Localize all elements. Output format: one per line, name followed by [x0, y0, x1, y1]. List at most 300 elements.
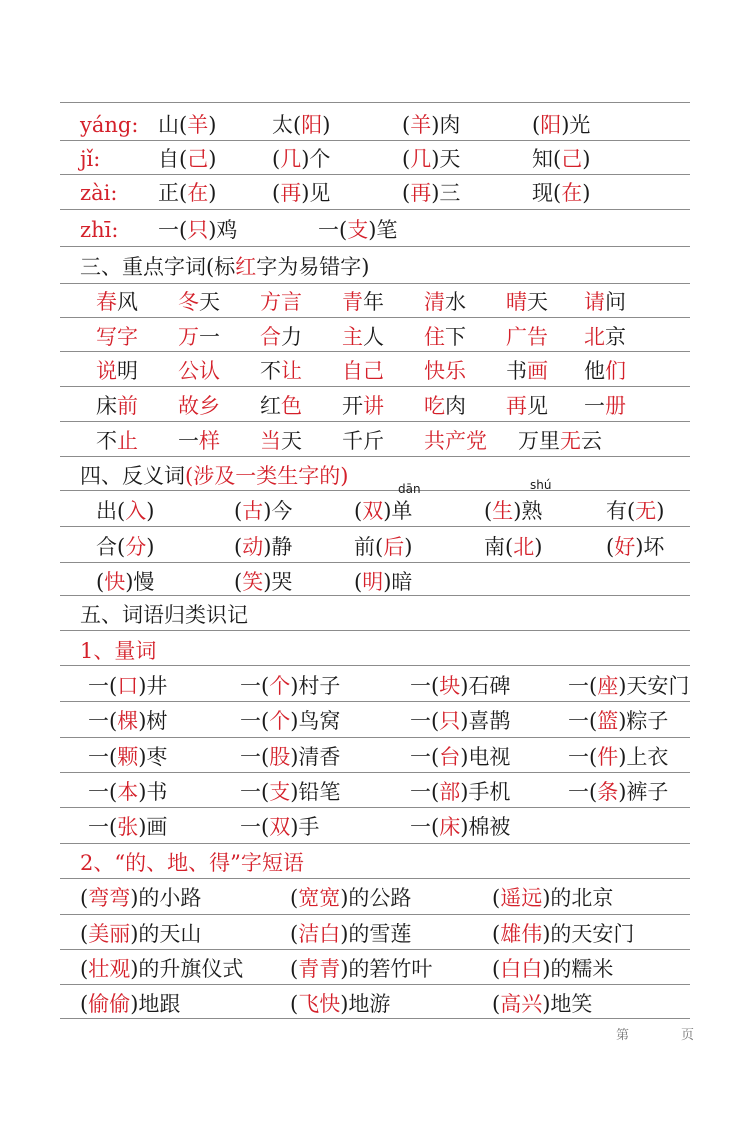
prompt-text: )熟 [513, 499, 543, 523]
prompt-text: ( [290, 992, 299, 1016]
answer-text: 动 [242, 535, 264, 559]
answer-text: 无 [560, 429, 581, 453]
prompt-text: 云 [581, 429, 602, 453]
word-item [606, 494, 664, 528]
word-item [88, 775, 167, 809]
prompt-text: 一( [568, 674, 598, 698]
answer-text: 前 [117, 394, 138, 418]
prompt-text: ( [492, 886, 501, 910]
prompt-text: ( [484, 499, 493, 523]
word-item [492, 952, 613, 986]
word-item [518, 424, 602, 458]
prompt-text: )天安门 [618, 674, 690, 698]
prompt-text: 一( [240, 709, 270, 733]
answer-text: 白白 [500, 957, 543, 981]
word-item [410, 704, 510, 738]
prompt-text: 一( [88, 674, 118, 698]
answer-text: 好 [614, 535, 636, 559]
prompt-text: 一( [410, 674, 440, 698]
prompt-text: 不 [96, 429, 117, 453]
word-item [96, 354, 138, 388]
prompt-text: )个 [301, 147, 331, 171]
key-words-row [80, 320, 700, 354]
prompt-text: )地笑 [542, 992, 593, 1016]
word-item [492, 987, 592, 1021]
word-item [80, 846, 304, 880]
prompt-text: )清香 [290, 745, 341, 769]
word-item [424, 285, 466, 319]
answer-text: 万 [178, 325, 199, 349]
prompt-text: ( [80, 922, 89, 946]
answer-text: 自己 [342, 359, 384, 383]
answer-text: 篮 [597, 709, 619, 733]
prompt-text: ( [402, 113, 411, 137]
prompt-text: 一( [88, 815, 118, 839]
prompt-text: 一( [410, 780, 440, 804]
answer-text: 床 [439, 815, 461, 839]
prompt-text: 前( [354, 535, 384, 559]
answer-text: 阳 [540, 113, 562, 137]
prompt-text: 千斤 [342, 429, 384, 453]
homophone-row [80, 142, 700, 176]
section-3-heading [80, 250, 700, 284]
answer-text: 2、“的、地、得”字短语 [80, 851, 304, 875]
prompt-text: 一 [178, 429, 199, 453]
word-item [80, 881, 201, 915]
word-item [96, 494, 154, 528]
prompt-text: 一( [410, 709, 440, 733]
prompt-text: 一( [568, 780, 598, 804]
word-item [80, 952, 243, 986]
word-item [290, 881, 411, 915]
answer-text: 无 [635, 499, 657, 523]
word-item [402, 142, 460, 176]
prompt-text: ) [656, 499, 665, 523]
word-item [234, 530, 292, 564]
answer-text: 座 [597, 674, 619, 698]
answer-text: 合 [260, 325, 281, 349]
word-item [158, 108, 216, 142]
de-phrase-row [80, 917, 700, 951]
answer-text: 笑 [242, 570, 264, 594]
answer-text: zài [80, 181, 111, 205]
answer-text: 再 [410, 181, 432, 205]
pinyin-annotation: dān [398, 482, 421, 496]
prompt-text: 合( [96, 535, 126, 559]
word-item [240, 775, 340, 809]
prompt-text: ) [208, 113, 217, 137]
answer-text: 雄伟 [500, 922, 543, 946]
answer-text: 红 [235, 255, 257, 279]
word-item [80, 142, 100, 176]
word-item [240, 810, 319, 844]
answer-text: 色 [281, 394, 302, 418]
answer-text: 块 [439, 674, 461, 698]
answer-text: 让 [281, 359, 302, 383]
prompt-text: ( [354, 499, 363, 523]
prompt-text: ( [234, 535, 243, 559]
prompt-text: ( [402, 147, 411, 171]
prompt-text: )裤子 [618, 780, 669, 804]
word-item [568, 740, 668, 774]
pinyin-annotation: shú [530, 478, 552, 492]
section-4-heading [80, 459, 700, 496]
answer-text: 说 [96, 359, 117, 383]
prompt-text: )村子 [290, 674, 341, 698]
subsection-measure-words [80, 634, 700, 668]
word-item [260, 389, 302, 423]
answer-text: 方言 [260, 290, 302, 314]
answer-text: 个 [269, 674, 291, 698]
answer-text: 洁白 [298, 922, 341, 946]
word-item [80, 598, 248, 632]
word-item [342, 285, 384, 319]
word-item [260, 285, 302, 319]
prompt-text: ) [322, 113, 331, 137]
prompt-text: ) [534, 535, 543, 559]
answer-text: 羊 [410, 113, 432, 137]
prompt-text: ( [272, 147, 281, 171]
prompt-text: )的糯米 [542, 957, 614, 981]
prompt-text: 年 [363, 290, 384, 314]
answer-text: 广告 [506, 325, 548, 349]
de-phrase-row [80, 881, 700, 915]
word-item [424, 354, 466, 388]
key-words-row [80, 285, 700, 319]
prompt-text: ) [146, 535, 155, 559]
answer-text: 几 [410, 147, 432, 171]
word-item [506, 320, 548, 354]
measure-word-row [80, 810, 700, 844]
prompt-text: 自( [158, 147, 188, 171]
prompt-text: ( [290, 922, 299, 946]
prompt-text: )光 [561, 113, 591, 137]
prompt-text: 有( [606, 499, 636, 523]
homophone-row [80, 176, 700, 210]
prompt-text: 一( [240, 815, 270, 839]
prompt-text: ( [402, 181, 411, 205]
prompt-text: ( [80, 886, 89, 910]
prompt-text: ) [404, 535, 413, 559]
word-item [96, 424, 138, 458]
prompt-text: 一( [410, 815, 440, 839]
key-words-row [80, 354, 700, 388]
prompt-text: )铅笔 [290, 780, 341, 804]
prompt-text: 万里 [518, 429, 560, 453]
word-item [506, 285, 548, 319]
prompt-text: 力 [281, 325, 302, 349]
answer-text: 部 [439, 780, 461, 804]
prompt-text: 他 [584, 359, 605, 383]
prompt-text: 一( [88, 780, 118, 804]
answer-text: 晴 [506, 290, 527, 314]
word-item [354, 530, 412, 564]
word-item [80, 987, 180, 1021]
word-item [88, 669, 167, 703]
prompt-text: )单 [383, 499, 413, 523]
answer-text: 壮观 [88, 957, 131, 981]
answer-text: 后 [383, 535, 405, 559]
prompt-text: 一( [88, 709, 118, 733]
prompt-text: 一( [88, 745, 118, 769]
prompt-text: ( [354, 570, 363, 594]
answer-text: zhī [80, 218, 112, 242]
rule-line [60, 102, 690, 103]
prompt-text: 床 [96, 394, 117, 418]
word-item [88, 704, 167, 738]
answer-text: 在 [561, 181, 583, 205]
word-item [272, 108, 330, 142]
answer-text: 再 [280, 181, 302, 205]
answer-text: 北 [584, 325, 605, 349]
word-item [290, 952, 432, 986]
prompt-text: 一( [240, 745, 270, 769]
prompt-text: )静 [263, 535, 293, 559]
subsection-de-phrases [80, 846, 700, 880]
answer-text: 再 [506, 394, 527, 418]
prompt-text: ( [234, 499, 243, 523]
word-item [402, 176, 460, 210]
prompt-text: 四、反义词 [80, 464, 185, 488]
answer-text: 公认 [178, 359, 220, 383]
answer-text: 支 [347, 218, 369, 242]
word-item [178, 389, 220, 423]
prompt-text: )暗 [383, 570, 413, 594]
answer-text: 1、量词 [80, 639, 157, 663]
word-item [272, 176, 330, 210]
answer-text: 飞快 [298, 992, 341, 1016]
answer-text: 入 [125, 499, 147, 523]
prompt-text: )肉 [431, 113, 461, 137]
word-item [584, 285, 626, 319]
prompt-text: 红 [260, 394, 281, 418]
word-item [260, 320, 302, 354]
word-item [234, 494, 292, 528]
word-item [88, 740, 167, 774]
measure-word-row [80, 669, 700, 703]
answer-text: 股 [269, 745, 291, 769]
prompt-text: 知( [532, 147, 562, 171]
answer-text: 双 [269, 815, 291, 839]
word-item [584, 320, 626, 354]
answer-text: 高兴 [500, 992, 543, 1016]
answer-text: : [93, 147, 101, 171]
word-item [96, 530, 154, 564]
prompt-text: )的小路 [130, 886, 202, 910]
prompt-text: 天 [281, 429, 302, 453]
prompt-text: ( [532, 113, 541, 137]
word-item [290, 987, 390, 1021]
prompt-text: )枣 [138, 745, 168, 769]
prompt-text: 开 [342, 394, 363, 418]
word-item [492, 881, 613, 915]
prompt-text: ( [492, 922, 501, 946]
answer-text: 偷偷 [88, 992, 131, 1016]
word-item [532, 176, 590, 210]
word-item [178, 320, 220, 354]
word-item [178, 424, 220, 458]
prompt-text: )哭 [263, 570, 293, 594]
answer-text: 古 [242, 499, 264, 523]
prompt-text: ( [96, 570, 105, 594]
prompt-text: ( [234, 570, 243, 594]
answer-text: 春 [96, 290, 117, 314]
prompt-text: 天 [527, 290, 548, 314]
word-item [568, 775, 668, 809]
answer-text: 止 [117, 429, 138, 453]
answer-text: jǐ [80, 147, 94, 171]
prompt-text: 下 [445, 325, 466, 349]
section-5-heading [80, 598, 700, 632]
measure-word-row [80, 704, 700, 738]
prompt-text: )地游 [340, 992, 391, 1016]
prompt-text: )的天安门 [542, 922, 635, 946]
prompt-text: 一 [199, 325, 220, 349]
word-item [410, 740, 510, 774]
answer-text: 美丽 [88, 922, 131, 946]
prompt-text: 风 [117, 290, 138, 314]
prompt-text: 肉 [445, 394, 466, 418]
word-item [80, 250, 369, 284]
word-item [484, 494, 542, 528]
answer-text: 在 [187, 181, 209, 205]
prompt-text: 一( [240, 674, 270, 698]
answer-text: 口 [117, 674, 139, 698]
answer-text: (涉及一类生字的) [185, 464, 349, 488]
answer-text: 北 [513, 535, 535, 559]
prompt-text: ( [606, 535, 615, 559]
antonym-row [80, 565, 700, 599]
word-item [424, 389, 466, 423]
prompt-text: 正( [158, 181, 188, 205]
answer-text: 台 [439, 745, 461, 769]
answer-text: 只 [439, 709, 461, 733]
prompt-text: )井 [138, 674, 168, 698]
prompt-text: )今 [263, 499, 293, 523]
answer-text: 主 [342, 325, 363, 349]
homophone-row [80, 108, 700, 142]
word-item [158, 142, 216, 176]
prompt-text: 一( [240, 780, 270, 804]
prompt-text: ( [492, 992, 501, 1016]
prompt-text: 一( [410, 745, 440, 769]
answer-text: 件 [597, 745, 619, 769]
word-item [96, 565, 154, 599]
measure-word-row [80, 775, 700, 809]
prompt-text: )手 [290, 815, 320, 839]
word-item [584, 389, 626, 423]
prompt-text: 书 [506, 359, 527, 383]
prompt-text: )鸡 [208, 218, 238, 242]
prompt-text: 五、词语归类识记 [80, 603, 248, 627]
answer-text: : [131, 113, 139, 137]
word-item [80, 917, 201, 951]
prompt-text: )电视 [460, 745, 511, 769]
prompt-text: 人 [363, 325, 384, 349]
answer-text: 快乐 [424, 359, 466, 383]
prompt-text: 见 [527, 394, 548, 418]
prompt-text: )棉被 [460, 815, 511, 839]
word-item [290, 917, 411, 951]
answer-text: 阳 [301, 113, 323, 137]
prompt-text: )喜鹊 [460, 709, 511, 733]
prompt-text: 水 [445, 290, 466, 314]
answer-text: 棵 [117, 709, 139, 733]
answer-text: 宽宽 [298, 886, 341, 910]
word-item [402, 108, 460, 142]
word-item [532, 142, 590, 176]
prompt-text: 一( [568, 709, 598, 733]
prompt-text: 现( [532, 181, 562, 205]
prompt-text: )鸟窝 [290, 709, 341, 733]
word-item [410, 810, 510, 844]
answer-text: 住 [424, 325, 445, 349]
prompt-text: 山( [158, 113, 188, 137]
prompt-text: )书 [138, 780, 168, 804]
word-item [506, 389, 548, 423]
word-item [178, 285, 220, 319]
answer-text: yáng [80, 113, 132, 137]
answer-text: 册 [605, 394, 626, 418]
prompt-text: 一( [568, 745, 598, 769]
prompt-text: )的公路 [340, 886, 412, 910]
de-phrase-row [80, 952, 700, 986]
word-item [492, 917, 634, 951]
antonym-row [80, 494, 700, 528]
prompt-text: 一( [158, 218, 188, 242]
prompt-text: ( [290, 886, 299, 910]
prompt-text: )的升旗仪式 [130, 957, 244, 981]
word-item [484, 530, 542, 564]
answer-text: 张 [117, 815, 139, 839]
prompt-text: )上衣 [618, 745, 669, 769]
answer-text: 弯弯 [88, 886, 131, 910]
word-item [568, 704, 668, 738]
prompt-text: )坏 [635, 535, 665, 559]
prompt-text: )的箬竹叶 [340, 957, 433, 981]
prompt-text: )石碑 [460, 674, 511, 698]
key-words-row [80, 424, 700, 458]
prompt-text: ( [290, 957, 299, 981]
word-item [354, 494, 412, 528]
prompt-text: )见 [301, 181, 331, 205]
word-item [506, 354, 548, 388]
prompt-text: ) [146, 499, 155, 523]
word-item [80, 176, 117, 210]
prompt-text: ( [80, 992, 89, 1016]
word-item [568, 669, 689, 703]
word-item [606, 530, 664, 564]
word-item [260, 354, 302, 388]
answer-text: 几 [280, 147, 302, 171]
prompt-text: ) [208, 147, 217, 171]
prompt-text: )的天山 [130, 922, 202, 946]
word-item [240, 740, 340, 774]
answer-text: 颗 [117, 745, 139, 769]
answer-text: 双 [362, 499, 384, 523]
word-item [80, 634, 156, 668]
prompt-text: 三、重点字词(标 [80, 255, 236, 279]
word-item [96, 285, 138, 319]
prompt-text: ( [80, 957, 89, 981]
answer-text: 青 [342, 290, 363, 314]
word-item [240, 704, 340, 738]
answer-text: 讲 [363, 394, 384, 418]
prompt-text: )笔 [368, 218, 398, 242]
answer-text: 共产党 [424, 429, 487, 453]
word-item [532, 108, 590, 142]
answer-text: 条 [597, 780, 619, 804]
